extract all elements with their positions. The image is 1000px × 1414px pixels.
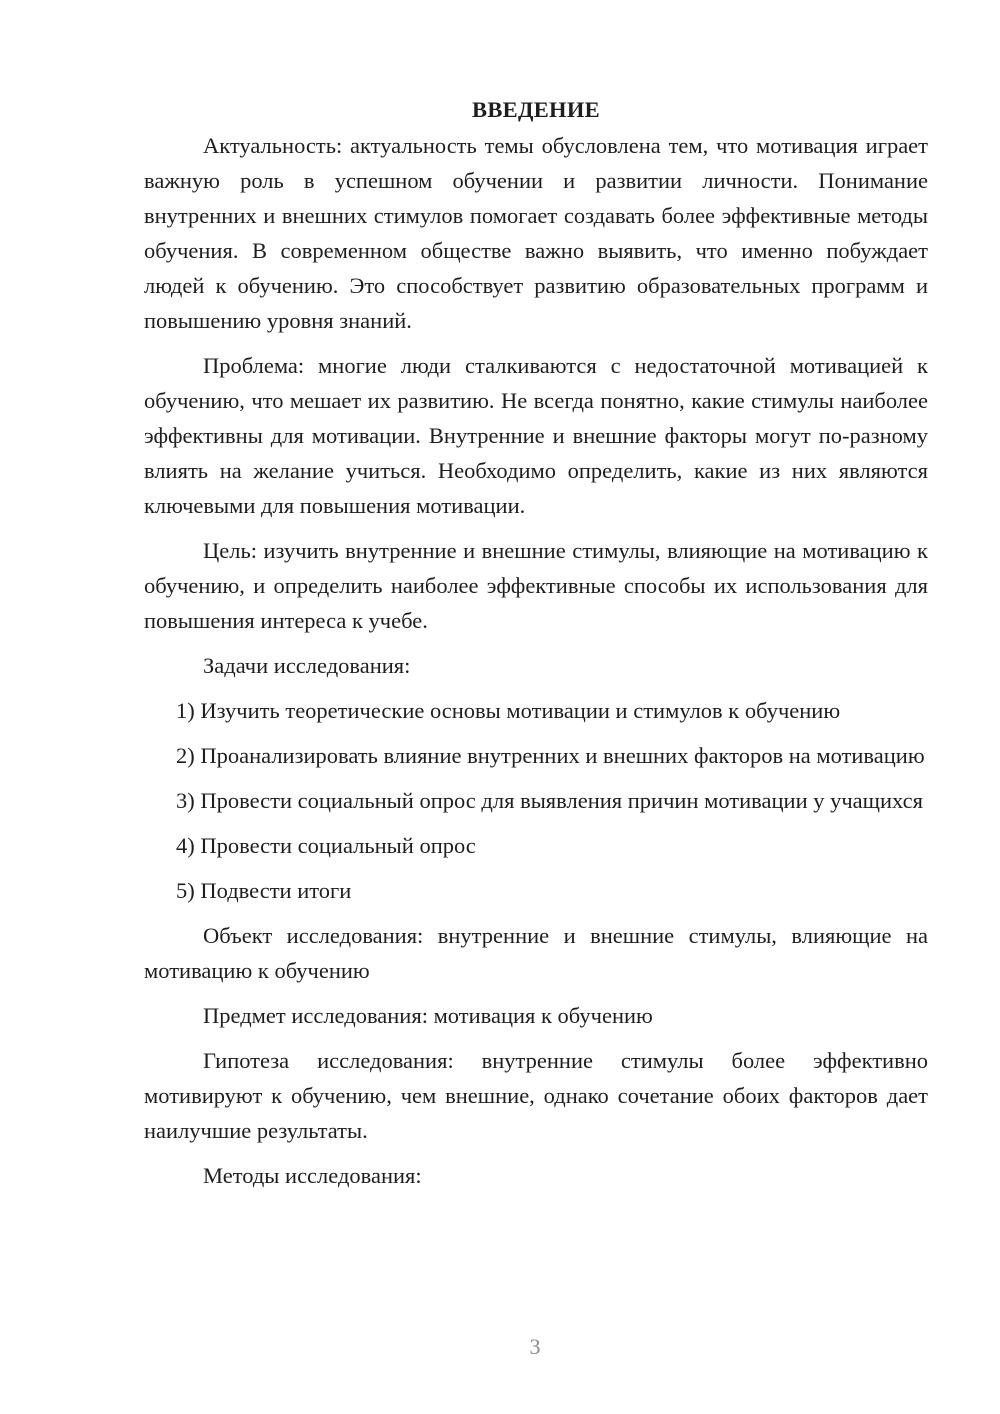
subject-paragraph: Предмет исследования: мотивация к обучению [203,1003,653,1028]
task-item: 1) Изучить теоретические основы мотивации и стимулов к обучению [176,698,841,723]
task-item: 4) Провести социальный опрос [176,833,476,858]
tasks-heading: Задачи исследования: [203,653,411,678]
section-title: ВВЕДЕНИЕ [472,97,600,122]
hypothesis-paragraph: Гипотеза исследования: внутренние стимулы более эффективно мотивируют к обучению, чем внешние, однако сочетание обоих факторов дает наилучшие результаты. [144,1048,928,1143]
object-paragraph: Объект исследования: внутренние и внешние стимулы, влияющие на мотивацию к обучению [144,923,928,983]
page-number: 3 [529,1334,541,1359]
relevance-paragraph: Актуальность: актуальность темы обусловлена тем, что мотивация играет важную роль в успешном обучении и развитии личности. Понимание внутренних и внешних стимулов помогает создавать более эффективные методы обучения. В современном обществе важно выявить, что именно побуждает людей к обучению. Это способствует развитию образовательных программ и повышению уровня знаний. [144,133,928,333]
task-item: 2) Проанализировать влияние внутренних и внешних факторов на мотивацию [176,743,925,768]
problem-paragraph: Проблема: многие люди сталкиваются с недостаточной мотивацией к обучению, что мешает их развитию. Не всегда понятно, какие стимулы наиболее эффективны для мотивации. Внутренние и внешние факторы могут по-разному влиять на желание учиться. Необходимо определить, какие из них являются ключевыми для повышения мотивации. [144,353,928,518]
task-item: 5) Подвести итоги [176,878,352,903]
goal-paragraph: Цель: изучить внутренние и внешние стимулы, влияющие на мотивацию к обучению, и определить наиболее эффективные способы их использования для повышения интереса к учебе. [144,538,928,633]
page-content [144,92,928,1203]
methods-heading: Методы исследования: [203,1163,422,1188]
task-item: 3) Провести социальный опрос для выявления причин мотивации у учащихся [176,788,923,813]
